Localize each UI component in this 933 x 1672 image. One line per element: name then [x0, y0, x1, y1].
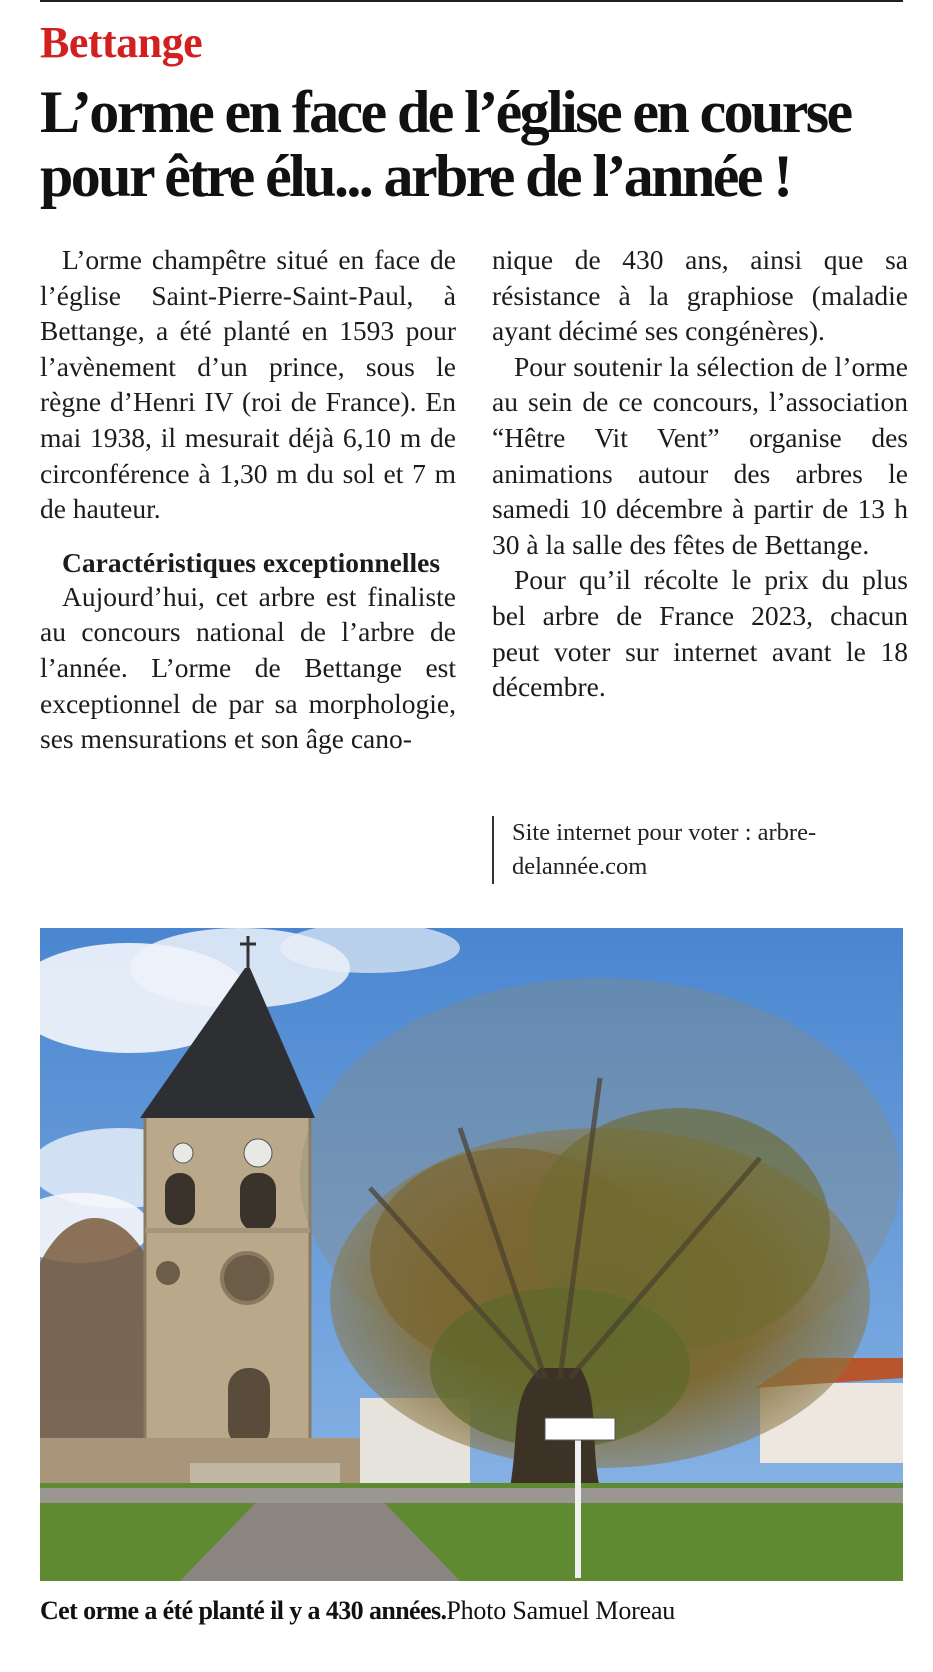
subheading-text: Caractéristiques exceptionnelles: [62, 546, 441, 578]
road: [40, 1488, 903, 1503]
article-column-right: [492, 242, 908, 705]
vote-website-note: Site internet pour voter : arbre-delannée.com: [492, 816, 922, 884]
photo-illustration: [40, 928, 903, 1581]
article-kicker: Bettange: [40, 18, 203, 67]
photo-caption: [40, 1594, 920, 1628]
article-paragraph-2-part-2: nique de 430 ans, ainsi que sa résistance à la graphiose (maladie ayant décimé ses congénères).: [492, 244, 908, 347]
article-column-left: [40, 242, 456, 757]
article-paragraph-2-part-1: Aujourd’hui, cet arbre est finaliste au concours national de l’arbre de l’année. L’orme de Bettange est exceptionnel de par sa morphologie, ses mensurations et son âge cano-: [40, 580, 456, 755]
article-paragraph-intro: L’orme champêtre situé en face de l’église Saint-Pierre-Saint-Paul, à Bettange, a été planté en 1593 pour l’avènement d’un prince, sous le règne d’Henri IV (roi de France). En mai 1938, il mesurait déjà 6,10 m de circonférence à 1,30 m du sol et 7 m de hauteur.: [40, 244, 456, 525]
article-headline: L’orme en face de l’église en course pour être élu... arbre de l’année !: [40, 79, 851, 209]
top-rule: [40, 0, 903, 2]
article-paragraph-4: Pour qu’il récolte le prix du plus bel arbre de France 2023, chacun peut voter sur internet avant le 18 décembre.: [492, 564, 908, 703]
article-subheading: [40, 547, 456, 579]
article-paragraph-3: Pour soutenir la sélection de l’orme au sein de ce concours, l’association “Hêtre Vit Vent” organise des animations autour des arbres le samedi 10 décembre à partir de 13 h 30 à la salle des fêtes de Bettange.: [492, 350, 908, 560]
article-photo: [40, 928, 903, 1581]
caption-text: Cet orme a été planté il y a 430 années.: [40, 1596, 447, 1625]
photo-credit: Photo Samuel Moreau: [446, 1596, 676, 1625]
